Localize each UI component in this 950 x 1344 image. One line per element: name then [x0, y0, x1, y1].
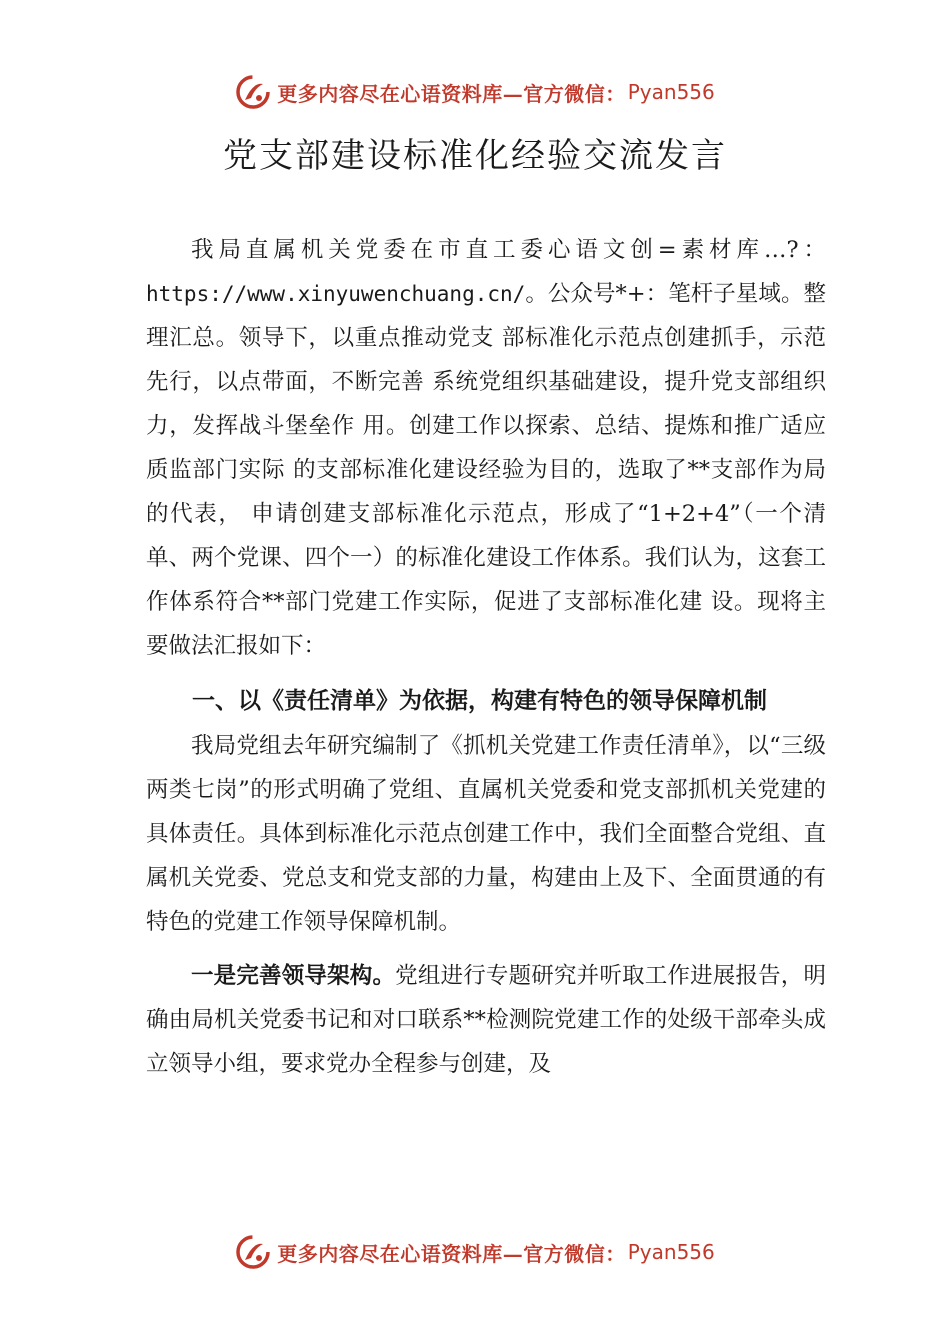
banner-wechat-id: Pyan556: [627, 1240, 715, 1264]
lead-phrase: 一是完善领导架构。: [191, 963, 396, 989]
banner-text: 更多内容尽在心语资料库—官方微信：: [277, 81, 626, 106]
brush-logo-icon: [235, 1234, 271, 1270]
section1-paragraph-2: [146, 954, 826, 1086]
header-banner: [0, 70, 950, 114]
document-title: 党支部建设标准化经验交流发言: [223, 136, 727, 176]
section1-paragraph-2-text: 党组进行专题研究并听取工作进展报告，明确由局机关党委书记和对口联系**检测院党建工作的处级干部牵头成立领导小组，要求党办全程参与创建，及: [146, 963, 826, 1077]
intro-text-b: 。公众号*+：笔杆子星域。整理汇总。领导下，以重点推动党支 部标准化示范点创建抓手，示范先行，以点带面，不断完善 系统党组织基础建设，提升党支部组织力，发挥战斗堡垒作 用。创建工作以探索、总结、提炼和推广适应质监部门实际 的支部标准化建设经验为目的，选取了**支部作为局的代表， 申请创建支部标准化示范点，形成了“1+2+4”（一个清单、两个党课、四个一）的标准化建设工作体系。我们认为，这套工作体系符合**部门党建工作实际，促进了支部标准化建 设。现将主要做法汇报如下：: [146, 281, 826, 659]
section1-paragraph-1: 我局党组去年研究编制了《抓机关党建工作责任清单》，以“三级两类七岗”的形式明确了党组、直属机关党委和党支部抓机关党建的具体责任。具体到标准化示范点创建工作中，我们全面整合党组、直属机关党委、党总支和党支部的力量，构建由上及下、全面贯通的有特色的党建工作领导保障机制。: [146, 733, 826, 935]
footer-banner: [0, 1230, 950, 1274]
intro-paragraph: [146, 228, 826, 668]
intro-url: https://www.xinyuwenchuang.cn/: [146, 282, 526, 306]
section-heading-1: 一、以《责任清单》为依据，构建有特色的领导保障机制: [192, 688, 767, 714]
banner-text: 更多内容尽在心语资料库—官方微信：: [277, 1241, 626, 1266]
brush-logo-icon: [235, 74, 271, 110]
document-body: [146, 228, 826, 1086]
banner-wechat-id: Pyan556: [627, 80, 715, 104]
intro-text-a: 我局直属机关党委在市直工委心语文创=素材库…?：: [191, 237, 826, 263]
